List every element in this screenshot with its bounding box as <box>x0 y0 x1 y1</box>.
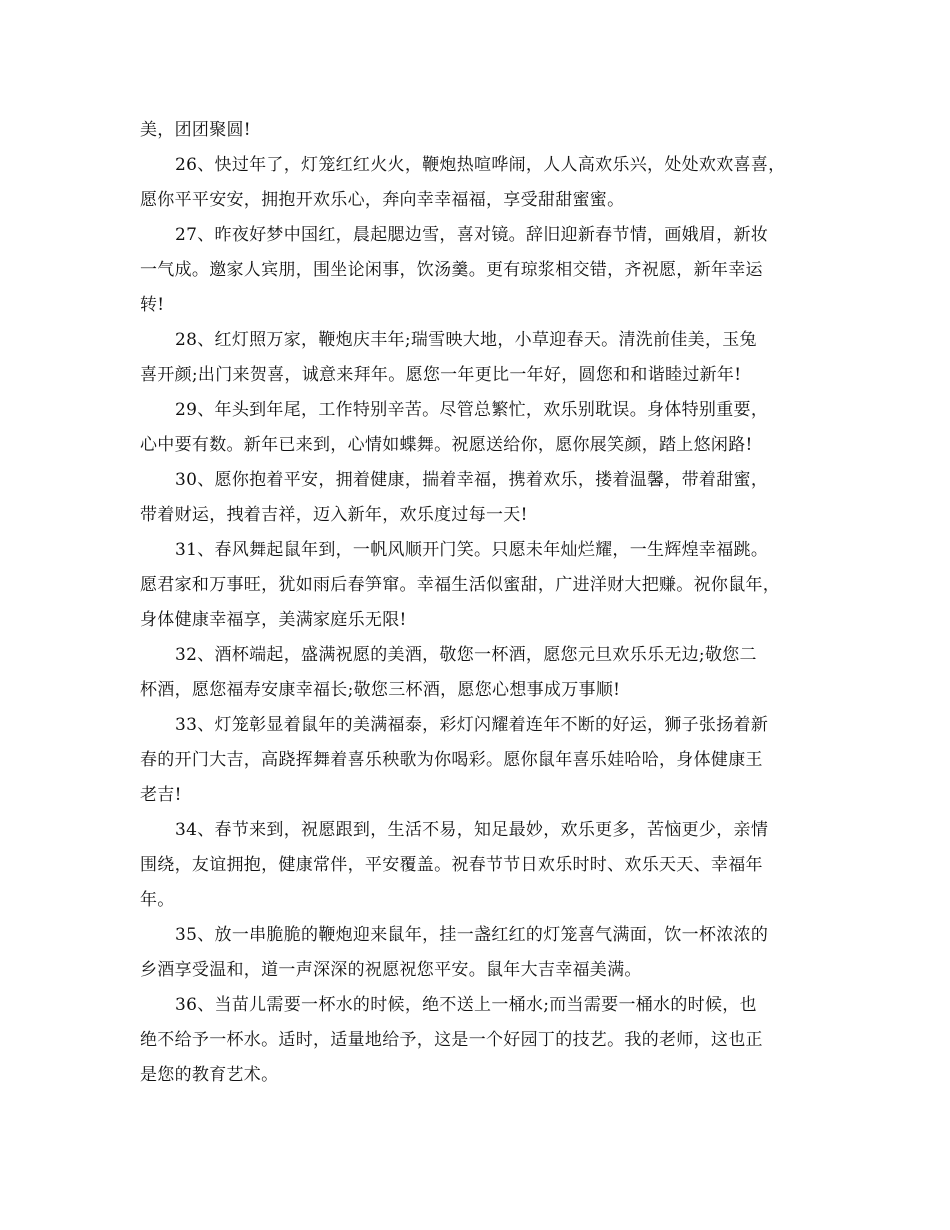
text-line: 杯酒，愿您福寿安康幸福长;敬您三杯酒，愿您心想事成万事顺! <box>140 680 621 700</box>
text-line: 34、春节来到，祝愿跟到，生活不易，知足最妙，欢乐更多，苦恼更少，亲情 <box>175 820 769 840</box>
text-line: 29、年头到年尾，工作特别辛苦。尽管总繁忙，欢乐别耽误。身体特别重要， <box>175 400 769 420</box>
text-line: 愿你平平安安，拥抱开欢乐心，奔向幸幸福福，享受甜甜蜜蜜。 <box>140 190 625 210</box>
text-line: 转! <box>140 295 165 315</box>
text-line: 一气成。邀家人宾朋，围坐论闲事，饮汤羹。更有琼浆相交错，齐祝愿，新年幸运 <box>140 260 763 280</box>
text-line: 春的开门大吉，高跷挥舞着喜乐秧歌为你喝彩。愿你鼠年喜乐娃哈哈，身体健康王 <box>140 750 763 770</box>
text-line: 30、愿你抱着平安，拥着健康，揣着幸福，携着欢乐，搂着温馨，带着甜蜜， <box>175 470 769 490</box>
text-line: 是您的教育艺术。 <box>140 1065 279 1085</box>
text-line: 31、春风舞起鼠年到，一帆风顺开门笑。只愿未年灿烂耀，一生辉煌幸福跳。 <box>175 540 769 560</box>
text-line: 35、放一串脆脆的鞭炮迎来鼠年，挂一盏红红的灯笼喜气满面，饮一杯浓浓的 <box>175 925 769 945</box>
text-line: 年。 <box>140 890 175 910</box>
text-line: 33、灯笼彰显着鼠年的美满福泰，彩灯闪耀着连年不断的好运，狮子张扬着新 <box>175 715 769 735</box>
text-line: 带着财运，拽着吉祥，迈入新年，欢乐度过每一天! <box>140 505 528 525</box>
text-line: 28、红灯照万家，鞭炮庆丰年;瑞雪映大地，小草迎春天。清洗前佳美，玉兔 <box>175 330 757 350</box>
text-line: 围绕，友谊拥抱，健康常伴，平安覆盖。祝春节节日欢乐时时、欢乐天天、幸福年 <box>140 855 763 875</box>
text-line: 喜开颜;出门来贺喜，诚意来拜年。愿您一年更比一年好，圆您和和谐睦过新年! <box>140 365 742 385</box>
text-line: 愿君家和万事旺，犹如雨后春笋窜。幸福生活似蜜甜，广进洋财大把赚。祝你鼠年， <box>140 575 781 595</box>
text-line: 乡酒享受温和，道一声深深的祝愿祝您平安。鼠年大吉幸福美满。 <box>140 960 642 980</box>
document-body <box>140 113 830 1093</box>
text-line: 27、昨夜好梦中国红，晨起腮边雪，喜对镜。辞旧迎新春节情，画娥眉，新妆 <box>175 225 769 245</box>
text-line: 美，团团聚圆! <box>140 120 251 140</box>
text-line: 老吉! <box>140 785 182 805</box>
text-line: 绝不给予一杯水。适时，适量地给予，这是一个好园丁的技艺。我的老师，这也正 <box>140 1030 763 1050</box>
text-line: 26、快过年了，灯笼红红火火，鞭炮热喧哗闹，人人高欢乐兴，处处欢欢喜喜， <box>175 155 786 175</box>
text-line: 32、酒杯端起，盛满祝愿的美酒，敬您一杯酒，愿您元旦欢乐乐无边;敬您二 <box>175 645 757 665</box>
text-line: 心中要有数。新年已来到，心情如蝶舞。祝愿送给你，愿你展笑颜，踏上悠闲路! <box>140 435 753 455</box>
text-line: 36、当苗儿需要一杯水的时候，绝不送上一桶水;而当需要一桶水的时候，也 <box>175 995 757 1015</box>
text-line: 身体健康幸福享，美满家庭乐无限! <box>140 610 407 630</box>
